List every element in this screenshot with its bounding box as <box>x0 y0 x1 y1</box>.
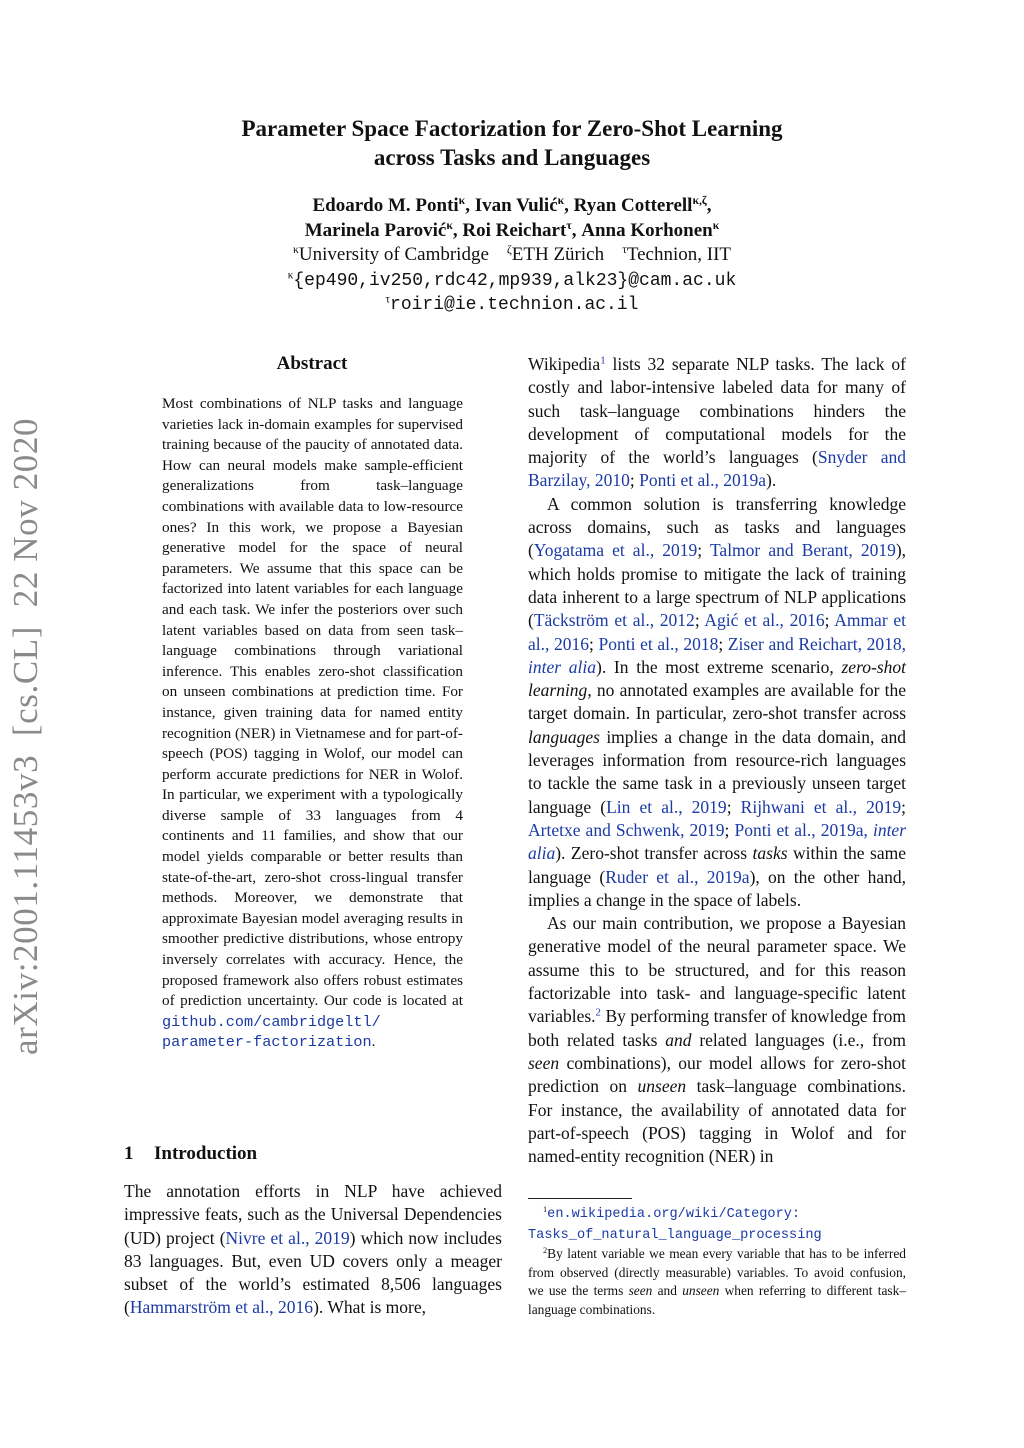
citation-link[interactable]: Ruder et al., 2019a <box>605 866 750 887</box>
citation-link[interactable]: Ponti et al., 2019a <box>639 470 766 491</box>
citation-separator: ; <box>697 540 710 561</box>
email-cambridge[interactable]: {ep490,iv250,rdc42,mp939,alk23}@cam.ac.uk <box>293 271 737 291</box>
citation-link[interactable]: Ziser and Reichart, 2018 <box>727 633 902 654</box>
abstract-heading: Abstract <box>276 353 348 374</box>
body-text: implies a change in the data domain, and leverages information from resource-rich languages to tackle the same task in a previously unseen target language ( <box>528 726 906 817</box>
citation-separator: ; <box>824 610 835 631</box>
email-technion[interactable]: roiri@ie.technion.ac.il <box>390 295 639 315</box>
emphasis: languages <box>528 726 600 747</box>
paragraph-contribution <box>528 912 906 1168</box>
wikipedia-link[interactable]: en.wikipedia.org/wiki/Category: <box>547 1207 801 1222</box>
affiliation-mark: κ <box>287 269 294 282</box>
email-line-2 <box>112 291 912 317</box>
body-text: combinations), our model allows for zero-shot prediction on <box>528 1052 906 1097</box>
author-name: Roi Reichart <box>462 220 567 241</box>
citation-separator: , <box>901 633 906 654</box>
paragraph-wikipedia-tasks <box>528 353 906 493</box>
citation-separator: ; <box>726 796 741 817</box>
section-number: 1 <box>124 1143 134 1164</box>
body-text: ), on the other hand, implies a change in the space of labels. <box>528 866 907 910</box>
citation-separator: ; <box>589 633 599 654</box>
wikipedia-link[interactable]: Tasks_of_natural_language_processing <box>528 1227 822 1243</box>
affiliation-mark: ζ <box>506 242 512 256</box>
citation-link[interactable]: Ponti et al., 2018 <box>598 633 719 654</box>
emphasis: and <box>665 1029 692 1050</box>
footnote-2 <box>528 1245 906 1319</box>
body-text: ), which holds promise to mitigate the lack of training data inherent to a large spectrum of NLP applications ( <box>528 540 907 631</box>
author-list-line-1: Edoardo M. Ponti$^\kappa$, Ivan Vulić$^\kappa$, Ryan Cotterell$^{\kappa,\zeta}$, <box>312 193 712 216</box>
body-text: ) which now includes 83 languages. But, even UD covers only a meager subset of the world’s estimated 8,506 languages ( <box>124 1227 502 1318</box>
citation-separator: ; <box>629 470 640 491</box>
abstract-end-period: . <box>371 1033 376 1051</box>
body-text: within the same language ( <box>528 843 906 887</box>
code-link-part-1[interactable]: github.com/cambridgeltl/ <box>162 1012 381 1031</box>
author-name: Marinela Parović <box>304 220 447 241</box>
arxiv-date: 22 Nov 2020 <box>6 417 45 608</box>
emphasis: tasks <box>752 843 788 864</box>
emphasis: seen <box>628 1283 653 1298</box>
paper-title <box>112 114 912 172</box>
affiliation-mark: τ <box>622 242 627 256</box>
emphasis: seen <box>528 1052 560 1073</box>
footnote-text: By latent variable we mean every variable that has to be inferred from observed (directly measurable) variables. To avoid confusion, we use the terms <box>528 1246 906 1298</box>
affiliation-eth: ETH Zürich <box>511 244 605 265</box>
citation-link[interactable]: Artetxe and Schwenk, 2019 <box>528 819 725 840</box>
citation-link[interactable]: Ammar et al., 2016 <box>528 610 906 654</box>
section-title: Introduction <box>154 1143 258 1164</box>
citation-separator: ; <box>718 633 728 654</box>
citation-link[interactable]: Nivre et al., 2019 <box>225 1227 350 1248</box>
affiliations <box>112 242 912 268</box>
author-name: Ryan Cotterell <box>573 195 693 216</box>
title-line-2: across Tasks and Languages <box>373 145 651 170</box>
body-text: ). What is more, <box>313 1297 426 1318</box>
body-text: task–language combinations. For instance, the availability of annotated data for part-of-speech (POS) tagging in Wolof and for named-entity recognition (NER) in <box>528 1076 906 1167</box>
body-text: A common solution is transferring knowledge across domains, such as tasks and languages ( <box>528 493 906 561</box>
affiliation-mark: κ <box>557 193 565 207</box>
footnote-mark: 1 <box>543 1205 548 1215</box>
affiliation-mark: κ <box>458 193 466 207</box>
citation-separator: ; <box>694 610 705 631</box>
abstract-text <box>162 394 463 1053</box>
citation-link[interactable]: Rijhwani et al., 2019 <box>740 796 902 817</box>
citation-link[interactable]: Snyder and Barzilay, 2010 <box>528 447 906 491</box>
author-name: Anna Korhonen <box>581 220 713 241</box>
arxiv-sidebar-stamp <box>0 415 53 1055</box>
email-line-1 <box>112 267 912 293</box>
footnote-text: and <box>652 1283 683 1298</box>
affiliation-cambridge: University of Cambridge <box>298 244 489 265</box>
citation-link[interactable]: Lin et al., 2019 <box>606 796 727 817</box>
code-link-part-2[interactable]: parameter-factorization <box>162 1033 372 1052</box>
emphasis: zero-shot learning <box>528 656 906 701</box>
affiliation-mark: κ <box>446 218 453 232</box>
body-text: The annotation efforts in NLP have achieved impressive feats, such as the Universal Dependencies (UD) project ( <box>124 1181 502 1248</box>
citation-link[interactable]: Ponti et al., 2019a <box>734 819 864 840</box>
body-text: , no annotated examples are available for the target domain. In particular, zero-shot transfer across <box>528 680 906 724</box>
citation-separator: , <box>863 819 873 840</box>
citation-link[interactable]: Talmor and Berant, 2019 <box>709 540 896 561</box>
body-text: lists 32 separate NLP tasks. The lack of costly and labor-intensive labeled data for many of such task–language combinations hinders the development of computational models for the majority of the world’s languages ( <box>528 354 906 468</box>
citation-link[interactable]: Yogatama et al., 2019 <box>533 540 698 561</box>
footnote-ref-1[interactable]: 1 <box>600 354 606 367</box>
footnote-text: when referring to different task–language combinations. <box>528 1283 906 1317</box>
arxiv-id[interactable]: arXiv:2001.11453v3 <box>6 754 45 1055</box>
emphasis: unseen <box>637 1076 687 1097</box>
author-name: Ivan Vulić <box>474 195 558 216</box>
citation-link[interactable]: Hammarström et al., 2016 <box>129 1297 314 1318</box>
emphasis: unseen <box>682 1283 720 1298</box>
citation-link[interactable]: Agić et al., 2016 <box>704 610 825 631</box>
affiliation-mark: κ,ζ <box>692 193 707 207</box>
author-name: Edoardo M. Ponti <box>312 195 459 216</box>
author-list-line-2: Marinela Parović$^\kappa$, Roi Reichart$^\tau$, Anna Korhonen$^\kappa$ <box>304 218 720 241</box>
affiliation-mark: κ <box>292 242 299 256</box>
footnotes <box>528 1204 906 1319</box>
footnote-divider <box>528 1198 632 1199</box>
paragraph-transfer <box>528 493 906 912</box>
affiliation-mark: τ <box>385 293 391 306</box>
citation-link[interactable]: Täckström et al., 2012 <box>533 610 695 631</box>
footnote-mark: 2 <box>543 1246 548 1256</box>
body-text: ). Zero-shot transfer across <box>555 843 753 864</box>
affiliation-mark: κ <box>712 218 720 232</box>
affiliation-technion: Technion, IIT <box>626 244 732 265</box>
body-text: By performing transfer of knowledge from both related tasks <box>528 1006 906 1050</box>
body-text: ). In the most extreme scenario, <box>596 656 842 677</box>
footnote-1 <box>528 1204 906 1225</box>
citation-separator: ; <box>901 796 906 817</box>
emphasis: inter alia <box>528 819 907 864</box>
right-column <box>528 353 906 1168</box>
emphasis: inter alia <box>528 656 596 677</box>
footnote-ref-2[interactable]: 2 <box>595 1006 601 1019</box>
title-line-1: Parameter Space Factorization for Zero-Shot Learning <box>241 116 783 141</box>
body-text: Wikipedia <box>528 354 601 374</box>
footnote-1-continued <box>528 1225 906 1246</box>
intro-paragraph <box>124 1180 502 1320</box>
body-text: As our main contribution, we propose a Bayesian generative model of the neural parameter space. We assume this to be structured, and for this reason factorizable into task- and language-specific latent variables. <box>528 913 906 1027</box>
code-link[interactable] <box>162 1013 381 1052</box>
abstract-paragraph: Most combinations of NLP tasks and language varieties lack in-domain examples for supervised training because of the paucity of annotated data. How can neural models make sample-efficient generalizations from task–language combinations with available data to low-resource ones? In this work, we propose a Bayesian generative model for the space of neural parameters. We assume that this space can be factorized into latent variables for each language and each task. We infer the posteriors over such latent variables based on data from seen task–language combinations through variational inference. This enables zero-shot classification on unseen combinations at prediction time. For instance, given training data for named entity recognition (NER) in Vietnamese and for part-of-speech (POS) tagging in Wolof, our model can perform accurate predictions for NER in Wolof. In particular, we experiment with a typologically diverse sample of 33 languages from 4 continents and 11 families, and show that our model yields comparable or better results than state-of-the-art, zero-shot cross-lingual transfer methods. Moreover, we demonstrate that approximate Bayesian model averaging results in smoother predictive distributions, whose entropy inversely correlates with accuracy. Hence, the proposed framework also offers robust estimates of prediction uncertainty. Our code is located at <box>162 395 463 1010</box>
affiliation-mark: τ <box>566 218 572 232</box>
section-heading-introduction <box>124 1142 257 1166</box>
body-text: ). <box>766 470 777 491</box>
body-text: related languages (i.e., from <box>691 1029 907 1050</box>
arxiv-category: [cs.CL] <box>6 625 45 737</box>
citation-separator: ; <box>724 819 735 840</box>
